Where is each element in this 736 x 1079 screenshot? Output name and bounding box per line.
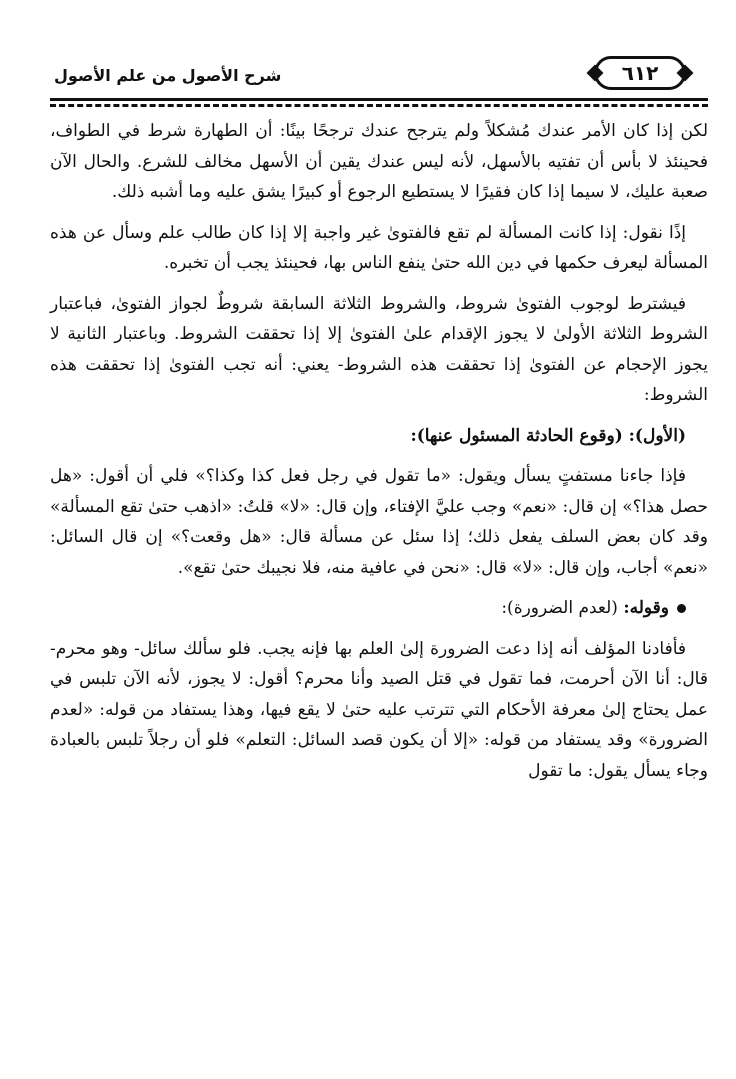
paragraph-3: فيشترط لوجوب الفتوىٰ شروط، والشروط الثلاثة السابقة شروطٌ لجواز الفتوىٰ، فباعتبار الشروط الثلاثة الأولىٰ لا يجوز الإقدام علىٰ الفتوىٰ إلا إذا تحققت الشروط. وباعتبار الثانية لا يجوز الإحجام عن الفتوىٰ إذا تحققت هذه الشروط- يعني: أنه تجب الفتوىٰ إذا تحققت هذه الشروط:	[50, 293, 708, 405]
running-title: شرح الأصول من علم الأصول	[54, 66, 282, 85]
paragraph-2: إذًا نقول: إذا كانت المسألة لم تقع فالفتوىٰ غير واجبة إلا إذا كان طالب علم وسأل عن هذه المسألة ليعرف حكمها في دين الله حتىٰ ينفع الناس بها، فحينئذ يجب أن تخبره.	[50, 222, 708, 273]
bullet-text: (لعدم الضرورة):	[501, 598, 618, 618]
bullet-heading	[50, 593, 708, 624]
paragraph-5: فأفادنا المؤلف أنه إذا دعت الضرورة إلىٰ العلم بها فإنه يجب. فلو سألك سائل- وهو محرم- قال: أنا الآن أحرمت، فما تقول في قتل الصيد وأنا محرم؟ أقول: لا يجوز، لأنه الآن تلبس في عمل يحتاج إلىٰ معرفة الأحكام التي تترتب عليه حتىٰ لا يقع فيها، وهذا يستفاد من قوله: «لعدم الضرورة» وقد يستفاد من قوله: «إلا أن يكون قصد السائل: التعلم» فلو أن رجلاً تلبس بالعبادة وجاء يسأل يقول: ما تقول	[50, 638, 708, 781]
section-heading-first-condition: (الأول): (وقوع الحادثة المسئول عنها):	[410, 425, 686, 446]
page-number: ٦١٢	[621, 61, 659, 85]
paragraph-4: فإذا جاءنا مستفتٍ يسأل ويقول: «ما تقول في رجل فعل كذا وكذا؟» فلي أن أقول: «هل حصل هذا؟» إن قال: «نعم» وجب عليَّ الإفتاء، وإن قال: «لا» قلتُ: «اذهب حتىٰ تقع المسألة» وقد كان بعض السلف يفعل ذلك؛ إذا سئل عن مسألة قال: «هل وقعت؟» إن قال السائل: «نعم» أجاب، وإن قال: «لا» قال: «نحن في عافية منه، فلا نجيبك حتىٰ تقع».	[50, 466, 708, 578]
header-dashed-rule	[50, 104, 708, 107]
page-header	[30, 56, 706, 96]
header-rule	[50, 98, 708, 101]
page-number-ornament	[594, 56, 686, 90]
bullet-icon	[677, 604, 686, 613]
paragraph-1: لكن إذا كان الأمر عندك مُشكلاً ولم يترجح عندك ترجحًا بينًا: أن الطهارة شرط في الطواف، فحينئذ لا بأس أن تفتيه بالأسهل، لأنه ليس عندك يقين أن الأسهل مخالف للشرع. والحال الآن صعبة عليك، لا سيما إذا كان فقيرًا لا يستطيع الرجوع أو كبيرًا يشق عليه وما أشبه ذلك.	[50, 121, 708, 202]
bullet-label: وقوله:	[623, 598, 669, 618]
page-body	[50, 116, 708, 796]
